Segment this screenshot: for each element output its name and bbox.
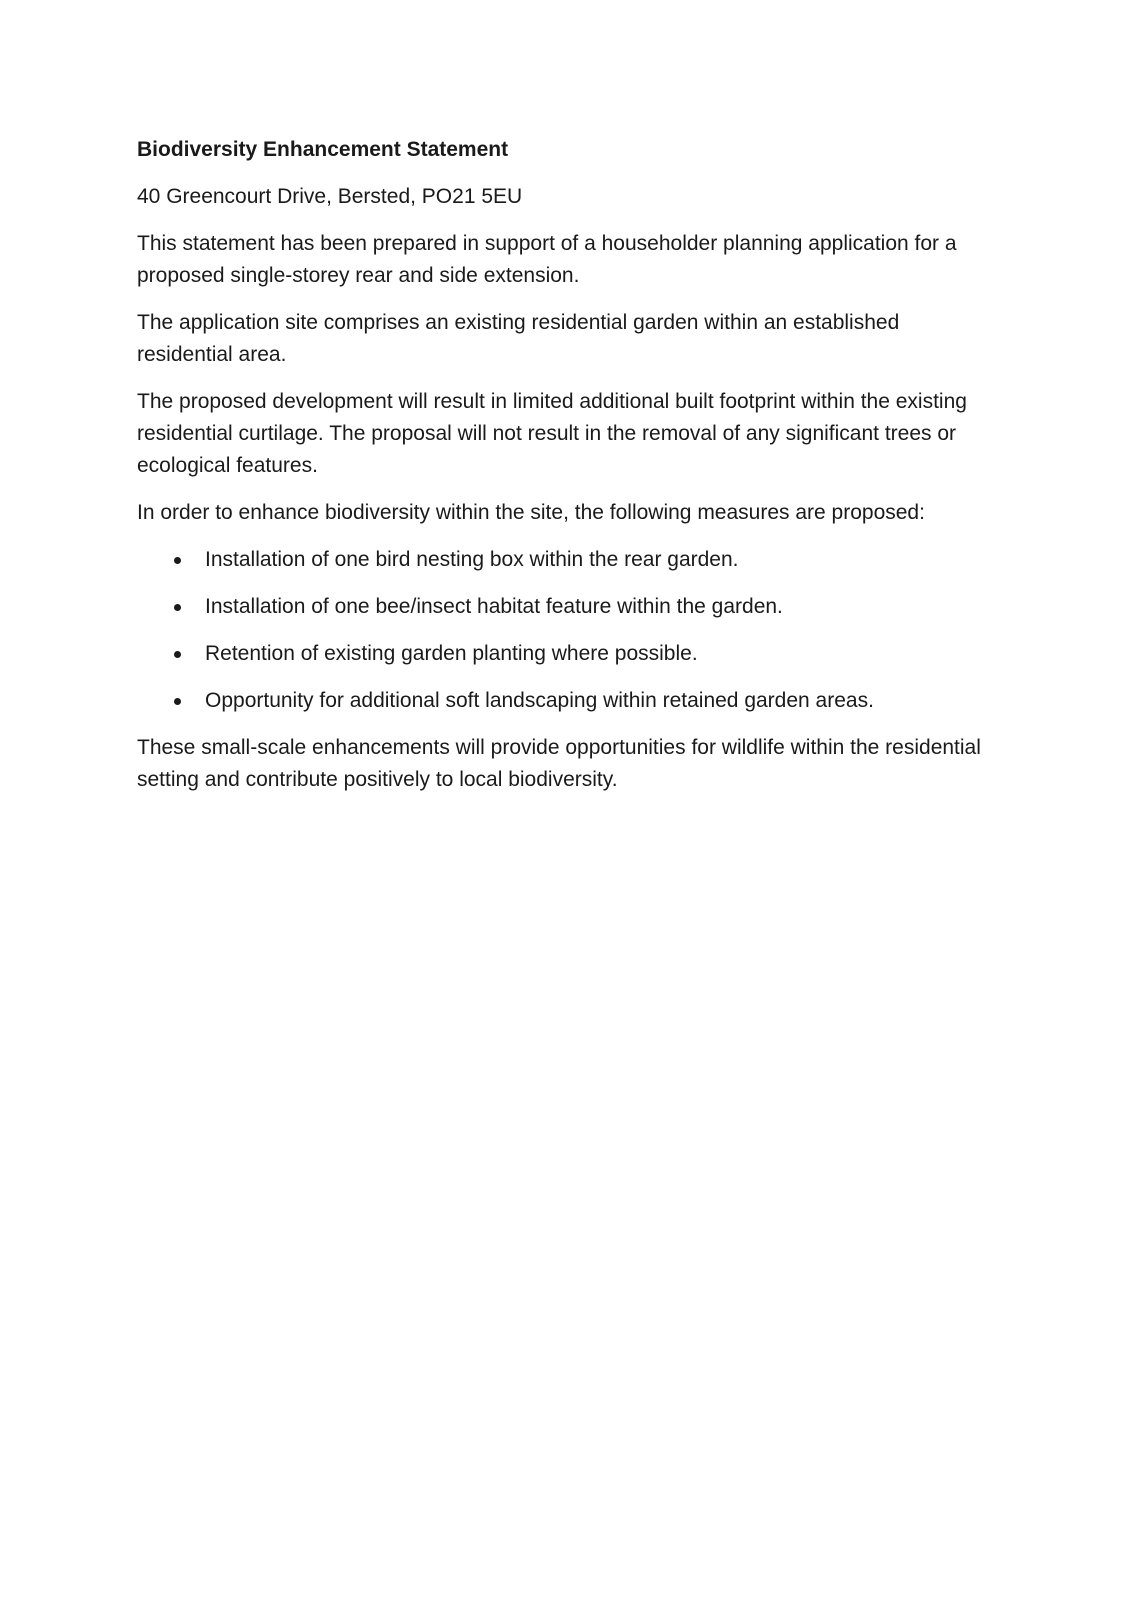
site-address: 40 Greencourt Drive, Bersted, PO21 5EU (137, 185, 523, 208)
development-impact-paragraph: The proposed development will result in limited additional built footprint within the existing residential curtilage. The proposal will not result in the removal of any significant trees or ecological features. (137, 390, 967, 477)
list-item-text: Installation of one bird nesting box within the rear garden. (205, 548, 739, 571)
measures-list (137, 544, 997, 717)
list-item (137, 544, 997, 576)
list-item-text: Opportunity for additional soft landscaping within retained garden areas. (205, 689, 874, 712)
bullet-icon (174, 651, 181, 658)
bullet-icon (174, 604, 181, 611)
bullet-icon (174, 557, 181, 564)
site-description-paragraph: The application site comprises an existing residential garden within an established residential area. (137, 311, 900, 366)
list-item-text: Installation of one bee/insect habitat feature within the garden. (205, 595, 783, 618)
bullet-icon (174, 698, 181, 705)
list-item-text: Retention of existing garden planting where possible. (205, 642, 698, 665)
conclusion-paragraph: These small-scale enhancements will provide opportunities for wildlife within the residential setting and contribute positively to local biodiversity. (137, 736, 981, 791)
list-item (137, 685, 997, 717)
list-item (137, 638, 997, 670)
measures-intro-paragraph: In order to enhance biodiversity within the site, the following measures are proposed: (137, 501, 925, 524)
intro-paragraph: This statement has been prepared in support of a householder planning application for a proposed single-storey rear and side extension. (137, 232, 957, 287)
document-title: Biodiversity Enhancement Statement (137, 138, 509, 161)
document-body (137, 134, 997, 811)
list-item (137, 591, 997, 623)
